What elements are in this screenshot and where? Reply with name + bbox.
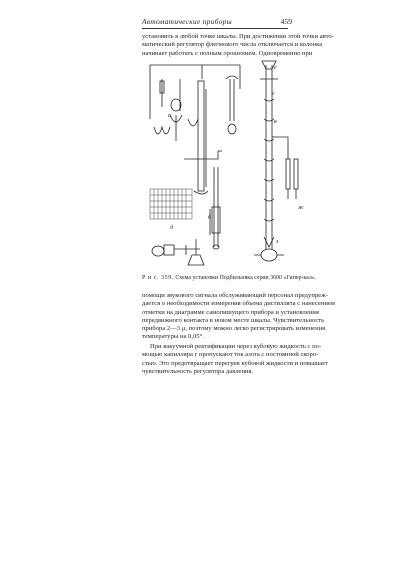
text-line: помощи звукового сигнала обслуживающий персонал предупреж- (142, 292, 328, 299)
caption-label: Р и с. 359. (142, 275, 174, 281)
paragraph-3 (142, 343, 329, 376)
text-line: При вакуумной ректификации через кубовую жидкость с по- (150, 343, 322, 350)
running-title: Автоматические приборы (142, 17, 232, 26)
text-line: прибора 2—3 μ, поэтому можно легко регистрировать изменения (142, 325, 326, 333)
figure-label-g: г (272, 91, 275, 97)
apparatus-figure (148, 59, 306, 269)
text-line: чувствительность регулятора давления. (142, 367, 254, 375)
text-line: мощью капилляра г пропускают ток азота с постоянной скоро- (142, 351, 319, 359)
figure-label-e: е (274, 65, 277, 71)
figure-label-v: в (274, 119, 277, 125)
paragraph-2 (142, 292, 335, 342)
apparatus-diagram (148, 59, 306, 269)
text-line: матический регулятор флегмового числа отключается и колонка (142, 41, 323, 49)
text-line: начинает работать с полным орошением. Одновременно при (142, 49, 313, 57)
top-paragraph (142, 33, 334, 58)
figure-label-z: з (276, 239, 279, 245)
figure-label-a: а (168, 113, 171, 119)
page-number: 459 (280, 17, 292, 26)
text-line: дается о необходимости измерения объема дистиллята с нанесением (142, 300, 335, 308)
figure-caption (142, 275, 317, 281)
text-line: температуры на 0,05°. (142, 333, 204, 341)
text-line: стью. Это предотвращает перегрев кубовой жидкости и повышает (142, 359, 329, 367)
figure-label-b: б (208, 215, 212, 221)
recorder-grid (150, 189, 192, 219)
caption-text: Схема установки Подбильняка серии 3600 «Гипер-кал». (175, 275, 317, 281)
figure-label-d: д (170, 225, 174, 231)
running-header (142, 17, 292, 29)
figure-label-zh: ж (298, 205, 304, 211)
text-line: установить в любой точке шкалы. При достижении этой точки авто- (142, 33, 334, 40)
text-line: отметки на диаграмме самопишущего прибора и установления (142, 308, 319, 316)
text-line: передвижного контакта в новом месте шкалы. Чувствительность (142, 316, 325, 324)
